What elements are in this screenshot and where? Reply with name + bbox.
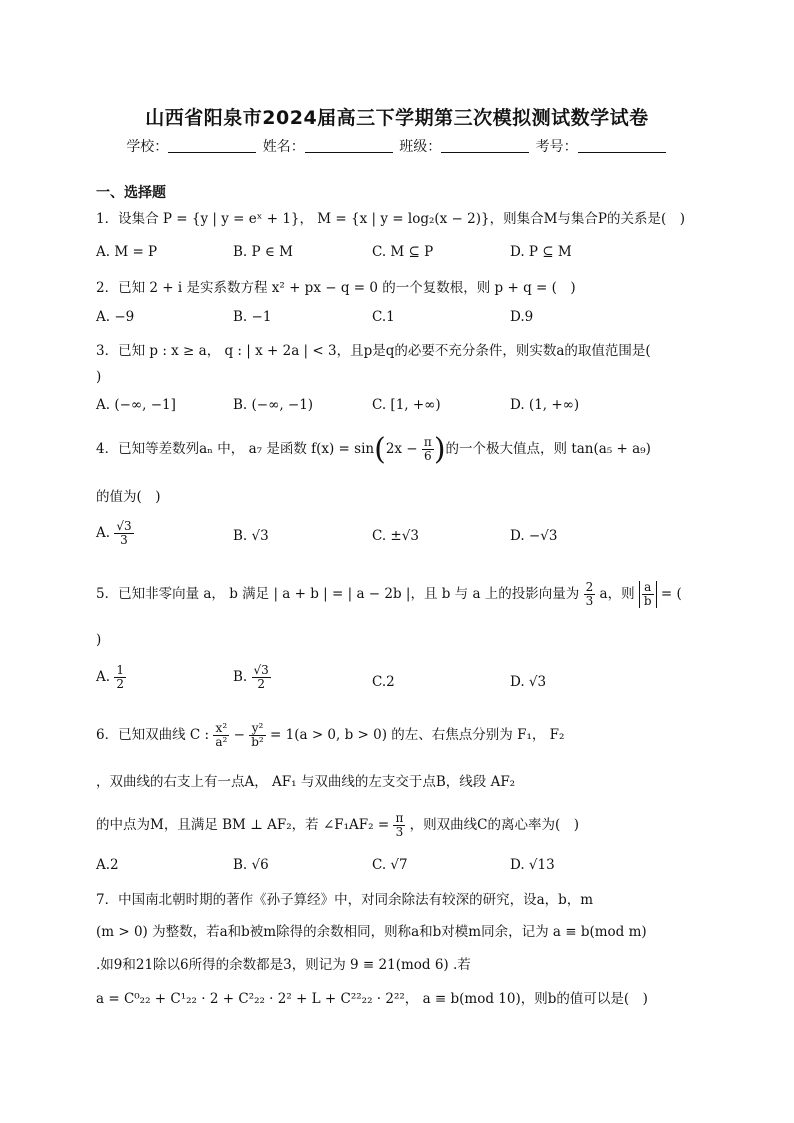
q3-option-b: B. (−∞, −1) <box>233 397 314 413</box>
q1-option-b: B. P ∈ M <box>233 244 293 260</box>
q2-option-b: B. −1 <box>233 309 272 325</box>
q6-line-3-part-a: 的中点为M，且满足 BM ⊥ AF₂，若 ∠F₁AF₂ = <box>96 817 390 833</box>
q5-stem-part-c: = ( <box>660 586 682 602</box>
sqrt3-over-2-fraction: $\frac{√3}{2}$ <box>253 663 269 691</box>
q4-stem-part-c: 的一个极大值点，则 tan <box>445 441 594 457</box>
q5-option-d: D. √3 <box>510 674 547 690</box>
q1-stem: 1．设集合 P = {y | y = eˣ + 1}， M = {x | y = log₂(x − 2)}，则集合M与集合P的关系是( ) <box>96 211 686 227</box>
q7-line-1: 7．中国南北朝时期的著作《孙子算经》中，对同余除法有较深的研究，设a，b，m <box>96 892 594 908</box>
q1-option-c: C. M ⊆ P <box>372 244 434 260</box>
y2-over-b2-fraction: $\frac{\text{y²}}{\text{b²}}$ <box>251 721 264 749</box>
sqrt3-over-3-fraction: $\frac{√3}{3}$ <box>116 519 132 547</box>
q4-option-d: D. −√3 <box>510 528 558 544</box>
q5-option-b <box>233 664 271 691</box>
q4-option-a <box>96 520 134 547</box>
exam-no-blank <box>578 138 666 153</box>
q7-line-2: (m > 0) 为整数，若a和b被m除得的余数相同，则称a和b对模m同余，记为 a ≡ b(mod m) <box>96 924 647 940</box>
q7-line-4: a = C⁰₂₂ + C¹₂₂ · 2 + C²₂₂ · 2² + L + C²²₂₂ · 2²²， a ≡ b(mod 10)，则b的值可以是( ) <box>96 991 648 1007</box>
school-label: 学校： <box>126 139 169 155</box>
q5-option-c: C.2 <box>372 674 395 690</box>
class-blank <box>441 138 529 153</box>
q4-stem: 4．已知等差数列aₙ 中， a₇ 是函数 f(x) = sin(2x − $\frac{\pi}{6}$ )的一个极大值点，则 tan(a₅ + a₉) <box>96 432 651 467</box>
q5-option-a <box>96 664 126 691</box>
one-half-fraction: $\frac{1}{2}$ <box>116 663 124 691</box>
q6-stem: 6．已知双曲线 C : $\frac{\text{x²}}{\text{a²}}$ − $\frac{\text{y²}}{\text{b²}}$ = 1(a > 0, b > 0) 的左、右焦点分别为 F₁， F₂ <box>96 721 565 749</box>
q4-option-a-label: A. <box>96 525 111 541</box>
student-info <box>0 136 794 156</box>
q2-option-c: C.1 <box>372 309 395 325</box>
q6-line-3 <box>96 812 579 839</box>
q2-option-a: A. −9 <box>96 309 135 325</box>
q6-option-b: B. √6 <box>233 857 269 873</box>
q1-option-a: A. M = P <box>96 244 158 260</box>
q5-stem-part-b: a，则 <box>599 586 635 602</box>
q4-option-c: C. ±√3 <box>372 528 419 544</box>
exam-no-label: 考号： <box>535 139 578 155</box>
q6-line-3-part-b: ，则双曲线C的离心率为( ) <box>409 817 580 833</box>
q6-option-a: A.2 <box>96 857 119 873</box>
q2-stem: 2．已知 2 + i 是实系数方程 x² + px − q = 0 的一个复数根，则 p + q = ( ) <box>96 280 576 296</box>
q6-line-2: ，双曲线的右支上有一点A， AF₁ 与双曲线的左支交于点B，线段 AF₂ <box>96 774 516 790</box>
x2-over-a2-fraction: $\frac{\text{x²}}{\text{a²}}$ <box>215 721 228 749</box>
class-label: 班级： <box>399 139 442 155</box>
school-blank <box>168 138 256 153</box>
q5-stem <box>96 581 682 608</box>
q3-option-a: A. (−∞, −1] <box>96 397 176 413</box>
name-blank <box>305 138 393 153</box>
q6-stem-part-b: 的左、右焦点分别为 F₁， F₂ <box>391 727 565 743</box>
pi-over-6-fraction: $\frac{\pi}{6}$ <box>423 435 432 463</box>
q4-stem-continued: 的值为( ) <box>96 489 161 505</box>
q3-stem: 3．已知 p : x ≥ a， q : | x + 2a | < 3，且p是q的必要不充分条件，则实数a的取值范围是( <box>96 343 651 359</box>
pi-over-3-fraction: $\frac{\pi}{3}$ <box>395 811 404 839</box>
q3-stem-continued: ) <box>96 369 102 385</box>
q3-option-c: C. [1, +∞) <box>372 397 441 413</box>
q7-line-3: .如9和21除以6所得的余数都是3，则记为 9 ≡ 21(mod 6) .若 <box>96 957 471 973</box>
q6-stem-part-a: 6．已知双曲线 <box>96 727 186 743</box>
q5-stem-continued: ) <box>96 632 102 648</box>
q4-option-b: B. √3 <box>233 528 269 544</box>
section-heading: 一、选择题 <box>96 185 166 201</box>
q4-stem-part-a: 4．已知等差数列 <box>96 441 200 457</box>
name-label: 姓名： <box>262 139 305 155</box>
q4-stem-part-b: aₙ 中， a₇ 是函数 f(x) = sin <box>199 441 375 457</box>
a-over-b-fraction: $\frac{a}{b}$ <box>643 580 652 608</box>
q5-stem-part-a: 5．已知非零向量 a， b 满足 | a + b | = | a − 2b |，且 b 与 a 上的投影向量为 <box>96 586 580 602</box>
page-title: 山西省阳泉市2024届高三下学期第三次模拟测试数学试卷 <box>145 107 649 129</box>
q3-option-d: D. (1, +∞) <box>510 397 580 413</box>
q6-option-d: D. √13 <box>510 857 555 873</box>
q1-option-d: D. P ⊆ M <box>510 244 572 260</box>
q5-option-b-label: B. <box>233 669 248 685</box>
q2-option-d: D.9 <box>510 309 534 325</box>
two-thirds-fraction: $\frac{2}{3}$ <box>585 580 594 608</box>
q5-option-a-label: A. <box>96 669 111 685</box>
q6-option-c: C. √7 <box>372 857 408 873</box>
